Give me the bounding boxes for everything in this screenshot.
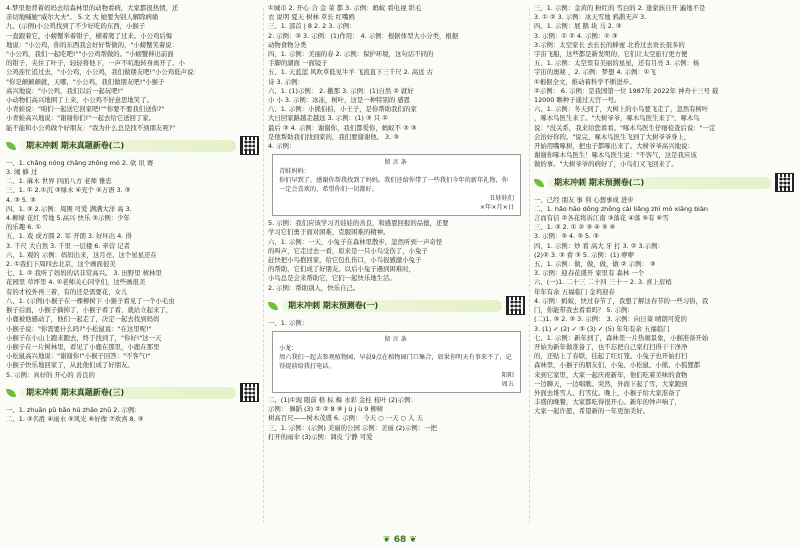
answer-line: 三、1. ③ 2. ① ② ③ ④ ⑤ ⑥: [534, 223, 616, 232]
answer-line: 3. 示例：① ② 4. 示例：① ③: [534, 31, 618, 40]
section-header: [6, 136, 259, 156]
answer-line: 三、1. 部首 | 8 2. 2 3. 示例：: [268, 22, 356, 31]
answer-line: 大日回家路越走越远 3. 示例：(1) ③ 只 ②: [268, 114, 388, 123]
message-note: [272, 331, 521, 393]
answer-block: [268, 396, 525, 442]
leaf-icon: ❦: [406, 535, 417, 545]
answer-block: [268, 319, 525, 328]
answer-line: 宇宙的奥秘 ，2. 示例：梦想 4. 示例：①飞: [534, 68, 656, 77]
answer-line: 地说："小公鸡，你的东西我会好好帮做的，"小螃蟹笑着说：: [6, 40, 179, 49]
answer-line: 一、1. zhuān pǔ bǎo hú zhāo zhū 2. 示例：: [6, 405, 141, 414]
answer-line: 示例： 舞蹈 (3) ② ② 8 ⑨ j ü j ù 9 柳树: [268, 405, 384, 414]
answer-line: 的乐趣 6. ①: [6, 223, 42, 232]
answer-line: 森林里，小猴子的朋友们，小兔、小松鼠、小熊、小狐狸都: [534, 361, 701, 370]
answer-line: 3. 示例：迎春花盛开 家里有 森林 一个: [534, 269, 645, 278]
leaf-icon: [6, 142, 16, 150]
answer-line: 最后 ③ 4. 示例：谢谢你，我们都爱你，蚂蚁不 ③ ③: [268, 123, 417, 132]
leaf-icon: [6, 389, 16, 397]
answer-line: 衣 说明 夏天 树林 草长 红嘴鸥: [268, 13, 355, 22]
answer-line: 能不能和小公鸡做个好朋友："我为什么总是找不到朋友呢?": [6, 123, 176, 132]
answer-line: 小猴子快乐地回家了，从此他们成了好朋友。: [6, 361, 134, 370]
section-title: 期末冲刺 期末真题新卷(二): [20, 140, 236, 152]
answer-line: 小青蛙高兴地说："谢谢你们!"一起去给它送回了家。: [6, 114, 156, 123]
answer-block: [6, 406, 259, 424]
answer-line: 4. 示例：蚂蚁，快过春节了，我想了解这春节的一些习俗，我: [534, 296, 709, 305]
section-title: 期末冲刺 期末预测卷(一): [282, 300, 502, 312]
answer-line: 2. 示例：帮助别人，快乐自己。: [268, 283, 360, 292]
answer-line: 手脚的湖面 一面镜子: [268, 59, 328, 68]
answer-line: 四、1. ③ 2.示例：周围 可爱 满满大洋 高 3.: [6, 204, 132, 213]
answer-block: [534, 4, 794, 170]
answer-line: 开始用嘴啄树，把虫子都啄出来了。大树爷爷高兴地说：: [534, 142, 694, 151]
column-middle: [268, 4, 525, 527]
answer-line: 大家一起许愿，希望新的一年更加美好。: [534, 407, 650, 416]
answer-line: 4.梦里他背着妈妈去给森林里的动物看病，大家都很热情，还: [6, 4, 179, 12]
column-left: [6, 4, 259, 527]
section-title: 期末冲刺 期末预测卷(二): [548, 177, 771, 189]
answer-line: 3. (1) ✓ (2) ✓ ③ (3) ✓ (5) 年年有余 五福临门: [534, 324, 670, 333]
answer-line: 树高百尺——树木茂盛 6. 示例： 今天 ○ 一天 ○ 人 天: [268, 414, 423, 423]
answer-line: 年年有余 五福临门 金鸡迎春: [534, 287, 615, 296]
answer-line: 动物食物分类: [268, 40, 307, 49]
answer-line: 外面去堆雪人、打雪仗。晚上，小猴子给大家准备了: [534, 388, 681, 397]
answer-line: 五、1. 天蓝蓝 风吹草低见牛羊 飞流直下三千尺 2. 高远 古: [268, 68, 433, 77]
qr-code-icon: [240, 383, 259, 402]
answer-line: 三、1. 示例：(示例) 美丽的公园 示例：美丽 (2)示例：一把: [268, 423, 437, 432]
answer-line: 12000 颗种子通过天宫一号。: [534, 96, 621, 105]
answer-line: 3. 闹 蜂 过: [6, 168, 38, 177]
answer-line: 二、1. hǎo hāo dōng zhǒng cài liǎng zhì mò xiāng biàn: [534, 204, 708, 213]
answer-line: 小青蛙说："咱们一起送它回家吧!""你要不要我们送你?": [6, 105, 165, 114]
answer-line: 5. 示例：我们应该学习丑娃娃的善良，和感恩回报的品德，还要: [268, 219, 449, 228]
leaf-icon: [268, 302, 278, 310]
leaf-icon: ❦: [383, 535, 394, 545]
answer-line: 亲切地喊她"威尔大夫"。 5.文 大 她要为别人解除病痛: [6, 13, 159, 22]
answer-line: 五、1. 戏 成方圆 2. 军 开朗 3. 好坏出 4. 得: [6, 232, 132, 241]
qr-code-icon: [775, 173, 794, 192]
answer-line: 是他帮助我们找到家的，我们要谢谢他。 3. ③: [268, 132, 399, 141]
answer-line: 六、1. 示例：冬天到了，大树上的小鸟要飞走了，忽然有树叶: [534, 105, 709, 114]
answer-line: 二、1. ③名胜 ④雨水 ⑤风光 ⑥好像 ⑦欢喜 8. ③: [6, 414, 144, 423]
qr-code-icon: [506, 296, 525, 315]
answer-line: 4. ③ 5. ③: [6, 195, 36, 204]
answer-line: 小鸟总是会来帮助它，它们一起快乐地生活。: [268, 274, 396, 283]
answer-block: [534, 196, 794, 417]
answer-line: 学习它们勇于面对困难，克服困难的精神。: [268, 228, 390, 237]
answer-line: 2. ①我们下周四去北京，这个画面很美: [6, 260, 116, 269]
note-date: ×年×月×日: [479, 204, 514, 212]
answer-line: 九、(示例)小公鸡找到了不少好吃的东西，小猴子: [6, 22, 146, 31]
answer-line: 3. ① ② 3. 示例：冰天雪地 鸦鹊无声 3.: [534, 13, 647, 22]
answer-line: 小猴子说："你需要什么吗?"小松鼠说："在这里呢!": [6, 324, 152, 333]
answer-line: 七、1. ② 我听了妈妈的话非常高兴。 3. 田野里 树林里: [6, 269, 162, 278]
qr-code-icon: [240, 136, 259, 155]
answer-line: 来到它家里，大家一起庆祝新年，他们吃着美味的食物: [534, 370, 688, 379]
answer-line: 赶快把小鸟抱回家，给它包扎伤口，小鸟很感激小兔子: [268, 256, 422, 265]
answer-line: 开始为新年做准备了，也不忘把自己家打扫得干干净净: [534, 342, 688, 351]
note-signature: 阳阳: [501, 372, 514, 380]
answer-block: [6, 159, 259, 380]
answer-line: 六、1. (1)示例： 2. 撤那 3. 示例：(1)自然 ② 就好: [268, 86, 414, 95]
answer-line: "你是颠颠颠就，天哪，"小公鸡，我们做朋友吧!"小猴子: [6, 77, 165, 86]
answer-line: 花园里 草坪里 4. ①老师关心同学们，这些画很美: [6, 278, 146, 287]
section-title: 期末冲刺 期末真题新卷(三): [20, 387, 236, 399]
answer-line: (2)② 3. ③ 看 ③ 5. 示例：(1) 咿咿: [534, 250, 635, 259]
answer-block: [268, 219, 525, 293]
answer-line: 的叫声，它走过去一看，原来是一只小鸟受伤了，小兔子: [268, 246, 428, 255]
answer-line: 3. 示例：③ 4. ③ 5. ③: [534, 232, 599, 241]
answer-line: 3. 千尺 大自然 3. 千里 一层楼 6. 牵营 记者: [6, 241, 131, 250]
answer-line: 小动物们高兴地围了上来，小公鸡不好意思地笑了。: [6, 96, 153, 105]
answer-line: 小松鼠高兴地说："谢谢你!"小猴子回答："不客气!": [6, 352, 151, 361]
column-divider: [263, 8, 264, 523]
answer-line: 二、(1)①现 眼前 格 标 梅 水彩 金桂 枝叶 (2)示例：: [268, 396, 417, 405]
answer-line: (二)1. ③ 2. ③ 3. 示例： 3. 示例：向日葵 晴朗可爱的: [534, 315, 687, 324]
answer-line: 三、1. 示例：金黄的 粉红的 雪白的 2. 逢家族自开 遍地不是: [534, 4, 706, 12]
answer-line: 的钳子，夹住了叶子，轻轻将他下，一声不吭地转身离开了。小: [6, 59, 185, 68]
answer-line: 一、己经 朋友 事 利 心想事成 进步: [534, 195, 634, 204]
message-note: [272, 154, 521, 216]
answer-line: 宇宙飞船，这些都是新发明的，它们让太空旅行更方便: [534, 50, 688, 59]
answer-line: 二、1. 麻木 世界 四面八方 老师 雅忠: [6, 177, 112, 186]
note-body: 周六我们一起去参观植物园，早晨9点在植物园门口集合，如果你明天有事来不了，记得提前给我打电话。: [279, 354, 512, 371]
answer-line: 猴子后面，小猴子摘掉了，小猴子看了看，就站立起来了，: [6, 306, 173, 315]
answer-line: "小公鸡，我们一起吃吧!""小公鸡帮做的。"小螃蟹伸出前面: [6, 50, 174, 59]
answer-line: 4. 示例：: [268, 142, 296, 151]
answer-line: 小鹿被他感动了，他们一起走了，决定一起去找到妈妈: [6, 315, 160, 324]
note-body: 你们早到了，感谢你帮我找到了妈妈。我们还给你带了一些我们今年的新年礼物，你一定会喜欢的，希望你们一切都好。: [279, 177, 508, 194]
answer-line: 公鸡连忙追过去，"小公鸡，小公鸡，我们做朋友吧!"小公鸡低声说：: [6, 68, 200, 77]
answer-line: ②示例： 6. 示例：是我国第一位 1987年 2022年 神舟十三号 载: [534, 86, 719, 95]
section-header: [268, 296, 525, 316]
answer-line: 一、1. 示例：: [268, 318, 309, 327]
answer-line: 5. 示例：真好的 开心的 善良的: [6, 370, 95, 379]
answer-line: 七、1. 示例：新年到了，森林里一片热闹景象，小猴准备开始: [534, 333, 709, 342]
answer-line: 六、1. 示例：一天，小兔子在森林里散步，忽然听到一声奇怪: [268, 237, 443, 246]
answer-line: 的，还贴上了春联，挂起了红灯笼。小兔子也开始打扫: [534, 352, 688, 361]
note-greeting: 青蛙妈妈：: [279, 168, 310, 176]
answer-block: [6, 4, 259, 133]
answer-line: 八、1. (示例)小猴子在一棵柳树下 小猴子看见了一个小毛虫: [6, 296, 175, 305]
answer-line: 一边聊天，一边唱歌。突然，外面下起了雪，大家跑到: [534, 379, 688, 388]
section-header: [534, 173, 794, 193]
answer-block: [268, 4, 525, 151]
answer-line: 四、1. 示例：美丽的春 2. 示例：保护环境，这句话不同的: [268, 50, 434, 59]
answer-line: 言而有信 ②各花将诉江南 ③落花 ④落 ⑤有 ⑥雪: [534, 214, 669, 223]
note-greeting: 小龙：: [279, 345, 298, 353]
leaf-icon: [534, 179, 544, 187]
answer-line: ①城市 2. 开心 合 金 菜 都 3. 示例：蚂蚁 看电视 织毛: [268, 4, 422, 12]
answer-line: 诗 3. 示例：: [268, 77, 304, 86]
answer-line: 六、(一)1. 二十三 二十四 三十一 2. 3. 喜上眉梢: [534, 278, 672, 287]
answer-line: 一、1. chǎng nóng chǎng zhǒng mó 2. 砍 讯 赛: [6, 158, 154, 167]
answer-line: 八、1. 示例：小熊伯伯，小王子，是你帮助我们的家: [268, 105, 417, 114]
answer-line: 四、1. 示例：展 鹅 块 马 2. ③: [534, 22, 622, 31]
answer-line: 说："没关系，我来给您看看。"啄木鸟医生仔细检查后说："一定: [534, 123, 716, 132]
section-header: [6, 383, 259, 403]
answer-line: 三、1. ① 2.①沉 ③绿木 ④充个 ⑤万语 3. ③: [6, 186, 131, 195]
note-signature: 丑娃娃们: [489, 195, 514, 203]
answer-line: 做的事。"大树爷爷的病好了，小鸟们又飞回来了。: [534, 160, 678, 169]
answer-line: 门，你能带我去看看吗？ 5. 示例：: [534, 306, 634, 315]
answer-line: 3.示例：太空家长 去长长的蜂蜜 北昏过去贵长很多的: [534, 40, 685, 49]
answer-line: ①根据全文，推动着科学不断进步。: [534, 77, 636, 86]
answer-line: 有的才校外再三着，有的还是需要花，女儿: [6, 287, 128, 296]
page-number: 68: [393, 535, 407, 545]
answer-line: 小猴子在一片树林里，看见了小鹿在那里，小鹿在那里: [6, 342, 160, 351]
answer-line: 五、1. 示例：做，做，做，做 ② 示例： ③: [534, 260, 656, 269]
column-right: [534, 4, 794, 527]
note-title: 留言条: [384, 336, 409, 344]
answer-line: 丰盛的晚餐，大家都吃得很开心。新年的钟声响了，: [534, 398, 681, 407]
answer-line: 打开的雨伞 (3)示例：调皮 宁静 可爱: [268, 432, 373, 441]
answer-line: 小 小 3. 示例：冰冻，树叶，这是一种特别的 感恩: [268, 96, 411, 105]
answer-line: 2. 示例：③ 3. 示例：(1)作用： 4. 示例：根据体型大小分类，根据: [268, 31, 459, 40]
answer-line: 会治好你的。"说完，啄木鸟医生飞到了大树爷爷身上，: [534, 132, 691, 141]
answer-line: 四、1. 示例：炒 看 高大 牙 打 3. ② 3.示例：: [534, 241, 664, 250]
note-date: 周五: [501, 381, 514, 389]
answer-line: ，啄木鸟医生来了。"大树爷爷，啄木鸟医生来了"，啄木鸟: [534, 114, 700, 123]
answer-line: 谢谢你啄木鸟医生！啄木鸟医生说："不客气，这是我应该: [534, 151, 697, 160]
answer-line: 高兴地说："小公鸡，我们以后一起玩吧!": [6, 86, 124, 95]
answer-line: 4.柳绿 花红 雪地 5.高兴 快乐 ③示例：少年: [6, 214, 130, 223]
page-footer: [0, 535, 800, 545]
note-title: 留言条: [384, 159, 409, 167]
column-divider: [529, 8, 530, 523]
answer-line: 五、1. 示例：太空里有美丽的星星，还有月亮 3. 示例：杨: [534, 59, 700, 68]
answer-line: 的帮助，它们成了好朋友。以后小兔子遇到困难时，: [268, 265, 415, 274]
answer-line: 六、1. 观的 示例：妈妈出来，这月亮、这个星星还在: [6, 250, 157, 259]
answer-line: 小猴子在小山上跑来跑去，终于找到了，"你好!"这一天: [6, 333, 162, 342]
answer-line: 一直跟着它，小螃蟹举着钳子，横着爬了过来。小公鸡后悔: [6, 31, 173, 40]
